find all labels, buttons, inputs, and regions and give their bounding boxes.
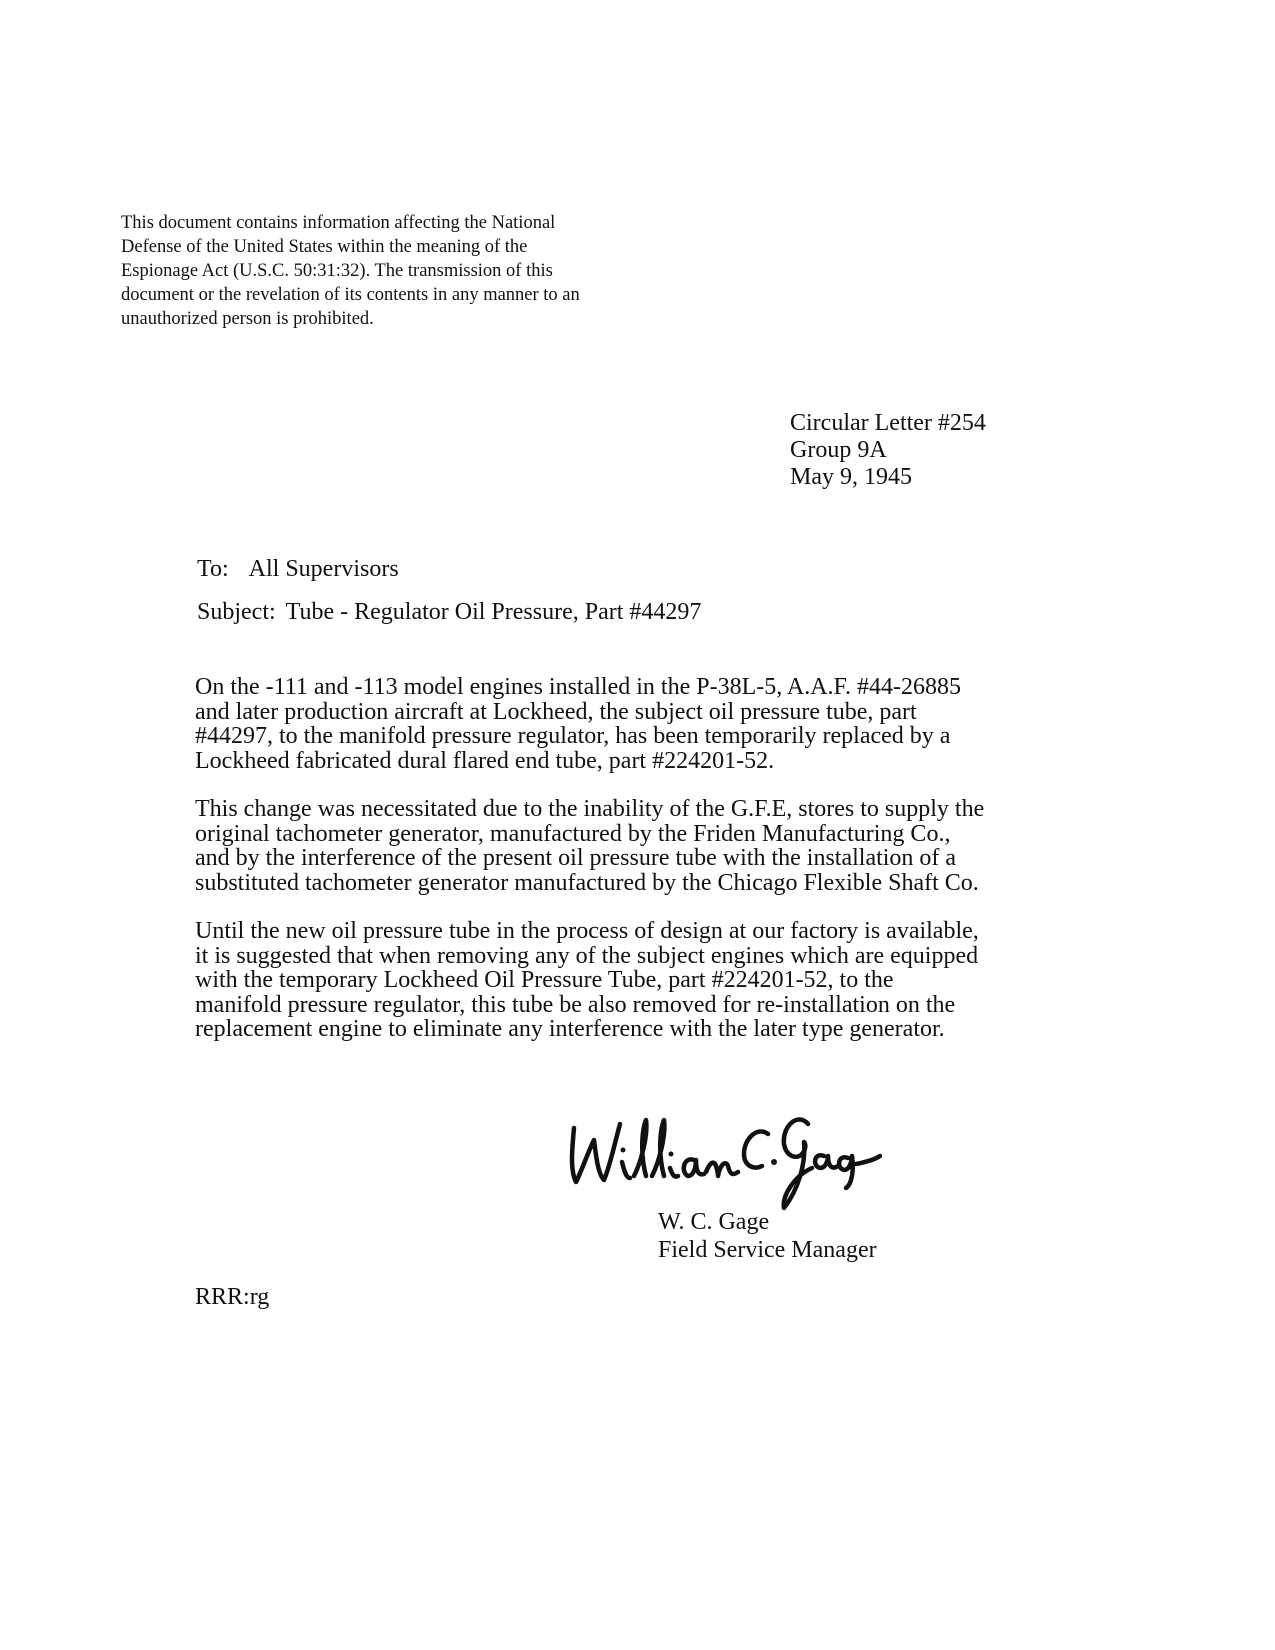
notice-line: Espionage Act (U.S.C. 50:31:32). The transmission of this bbox=[121, 261, 553, 281]
notice-line: document or the revelation of its contents in any manner to an bbox=[121, 285, 580, 305]
letter-date: May 9, 1945 bbox=[790, 464, 912, 490]
paragraph-line: original tachometer generator, manufactured by the Friden Manufacturing Co., bbox=[195, 820, 951, 847]
notice-line: This document contains information affecting the National bbox=[121, 213, 556, 233]
paragraph-line: with the temporary Lockheed Oil Pressure Tube, part #224201-52, to the bbox=[195, 967, 894, 993]
paragraph-line: On the -111 and -113 model engines installed in the P-38L-5, A.A.F. #44-26885 bbox=[195, 674, 961, 700]
paragraph-line: and later production aircraft at Lockheed, the subject oil pressure tube, part bbox=[195, 698, 917, 725]
body-paragraph-3 bbox=[195, 919, 1025, 1042]
reference-initials: RRR:rg bbox=[195, 1284, 270, 1310]
signer-block bbox=[658, 1208, 877, 1264]
notice-line: unauthorized person is prohibited. bbox=[121, 309, 374, 329]
paragraph-line: Lockheed fabricated dural flared end tube, part #224201-52. bbox=[195, 747, 775, 774]
to-label: To: bbox=[197, 556, 229, 582]
to-line bbox=[197, 555, 399, 583]
handwritten-signature bbox=[562, 1090, 882, 1215]
subject-text: Tube - Regulator Oil Pressure, Part #44297 bbox=[285, 599, 702, 625]
body-paragraph-1 bbox=[195, 675, 1025, 773]
paragraph-line: it is suggested that when removing any of the subject engines which are equipped bbox=[195, 942, 979, 969]
subject-label: Subject: bbox=[197, 599, 276, 625]
notice-line: Defense of the United States within the meaning of the bbox=[121, 237, 528, 257]
body-paragraph-2 bbox=[195, 797, 1025, 895]
paragraph-line: substituted tachometer generator manufactured by the Chicago Flexible Shaft Co. bbox=[195, 869, 979, 896]
signer-name: W. C. Gage bbox=[658, 1209, 770, 1235]
paragraph-line: This change was necessitated due to the inability of the G.F.E, stores to supply the bbox=[195, 796, 985, 822]
paragraph-line: Until the new oil pressure tube in the process of design at our factory is available, bbox=[195, 918, 979, 944]
subject-line bbox=[197, 598, 701, 626]
paragraph-line: replacement engine to eliminate any interference with the later type generator. bbox=[195, 1016, 945, 1042]
group-label: Group 9A bbox=[790, 437, 887, 463]
paragraph-line: and by the interference of the present oil pressure tube with the installation of a bbox=[195, 845, 957, 871]
paragraph-line: manifold pressure regulator, this tube be also removed for re-installation on the bbox=[195, 991, 956, 1018]
paragraph-line: #44297, to the manifold pressure regulator, has been temporarily replaced by a bbox=[195, 723, 951, 749]
to-recipient: All Supervisors bbox=[248, 556, 399, 582]
signer-title: Field Service Manager bbox=[658, 1237, 877, 1263]
circular-letter-number: Circular Letter #254 bbox=[790, 410, 986, 436]
letter-header bbox=[790, 410, 986, 491]
security-notice bbox=[121, 211, 641, 331]
